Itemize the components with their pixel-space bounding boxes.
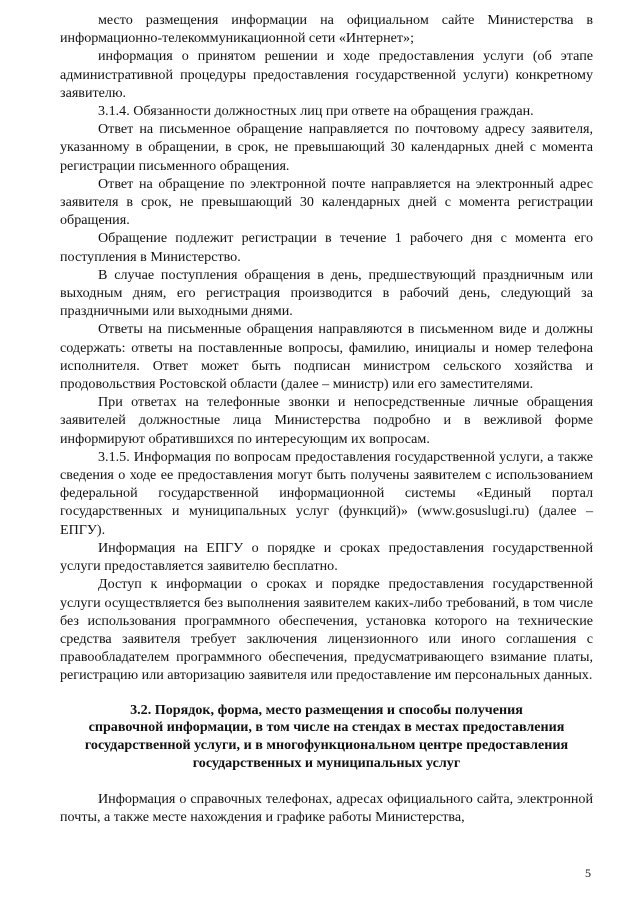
body-paragraph: информация о принятом решении и ходе предоставления услуги (об этапе административной процедуры предоставления государственной услуги) конкретному заявителю.	[60, 48, 593, 101]
section-heading-line: государственных и муниципальных услуг	[192, 754, 461, 771]
body-paragraph: Обращение подлежит регистрации в течение 1 рабочего дня с момента его поступления в Министерство.	[60, 230, 593, 265]
body-paragraph: Информация на ЕПГУ о порядке и сроках предоставления государственной услуги предоставляется заявителю бесплатно.	[60, 539, 593, 575]
body-paragraph: В случае поступления обращения в день, предшествующий праздничным или выходным дням, его регистрация производится в рабочий день, следующий за праздничными или выходными днями.	[60, 266, 593, 320]
body-paragraph: Ответы на письменные обращения направляются в письменном виде и должны содержать: ответы на поставленные вопросы, фамилию, инициалы и номер телефона исполнителя. Ответ может быть подписан министром сельского хозяйства и продовольствия Ростовской области (далее – министр) или его заместителями.	[60, 321, 593, 393]
body-paragraph: 3.1.4. Обязанности должностных лиц при ответе на обращения граждан.	[98, 103, 534, 120]
top-paragraphs	[60, 11, 593, 685]
document-page	[60, 11, 593, 826]
body-paragraph: Информация о справочных телефонах, адресах официального сайта, электронной почты, а также месте нахождения и графике работы Министерства,	[60, 790, 593, 825]
section-heading-line: 3.2. Порядок, форма, место размещения и способы получения	[130, 701, 523, 718]
body-paragraph: Ответ на письменное обращение направляется по почтовому адресу заявителя, указанному в обращении, в срок, не превышающий 30 календарных дней с момента регистрации письменного обращения.	[60, 121, 593, 174]
section-heading-line: справочной информации, в том числе на стендах в местах предоставления	[88, 719, 565, 736]
body-paragraph: место размещения информации на официальном сайте Министерства в информационно-телекоммуникационной сети «Интернет»;	[60, 12, 593, 47]
section-heading	[60, 702, 593, 773]
body-paragraph: При ответах на телефонные звонки и непосредственные личные обращения заявителей должностные лица Министерства подробно и в вежливой форме информируют обратившихся по интересующим их вопросам.	[60, 394, 593, 447]
body-paragraph: Ответ на обращение по электронной почте направляется на электронный адрес заявителя в срок, не превышающий 30 календарных дней с момента регистрации обращения.	[60, 175, 593, 229]
body-paragraph: 3.1.5. Информация по вопросам предоставления государственной услуги, а также сведения о ходе ее предоставления могут быть получены заявителем с использованием федеральной государственной информационной системы «Единый портал государственных и муниципальных услуг (функций)» (www.gosuslugi.ru) (далее – ЕПГУ).	[60, 448, 593, 538]
section-heading-line: государственной услуги, и в многофункциональном центре предоставления	[84, 737, 569, 754]
page-number: 5	[585, 866, 591, 880]
body-paragraph: Доступ к информации о сроках и порядке предоставления государственной услуги осуществляется без выполнения заявителем каких-либо требований, в том числе без использования программного обеспечения, установка которого на технические средства заявителя требует заключения лицензионного или иного соглашения с правообладателем программного обеспечения, предусматривающего взимание платы, регистрацию или авторизацию заявителя или предоставление им персональных данных.	[60, 576, 593, 684]
